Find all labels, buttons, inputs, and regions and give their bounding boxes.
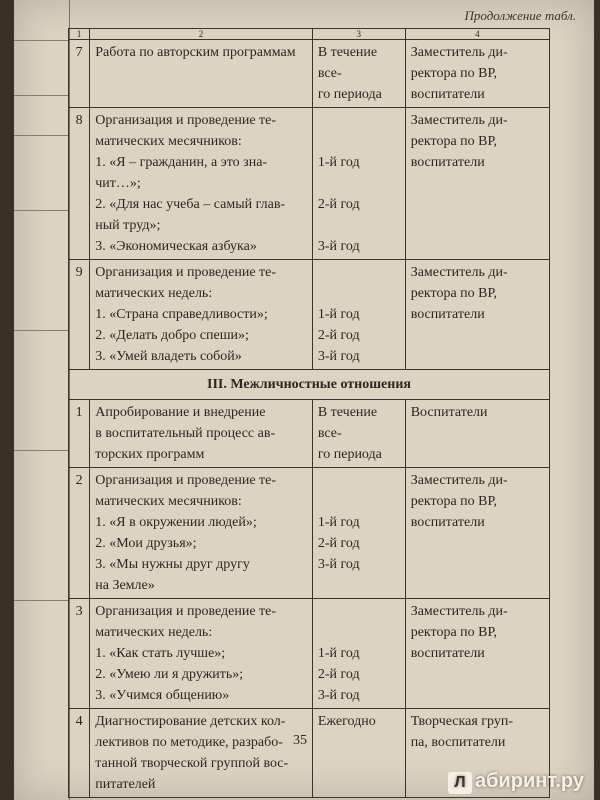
activity-cell <box>90 599 313 709</box>
period-line: го периода <box>317 447 382 462</box>
period-cell <box>312 400 405 468</box>
responsible-cell <box>405 40 549 108</box>
activity-line: на Земле» <box>95 578 155 593</box>
period-cell <box>312 108 405 260</box>
activity-line: 3. «Мы нужны друг другу <box>95 557 250 572</box>
responsible-cell <box>405 468 549 599</box>
activity-line: 2. «Делать добро спеши»; <box>95 328 249 343</box>
activity-line: 2. «Умею ли я дружить»; <box>95 667 244 682</box>
activity-line: чит…»; <box>95 176 141 191</box>
responsible-line: ректора по ВР, <box>410 625 498 640</box>
activity-cell <box>90 468 313 599</box>
period-line: Ежегодно <box>317 714 376 729</box>
table-continuation-caption: Продолжение табл. <box>464 8 576 23</box>
activity-line: матических месячников: <box>95 134 242 149</box>
activity-line: Организация и проведение те- <box>95 604 277 619</box>
activity-line: Организация и проведение те- <box>95 473 277 488</box>
activity-line: 1. «Я – гражданин, а это зна- <box>95 155 268 170</box>
period-line: В течение все- <box>317 45 378 81</box>
responsible-line: Заместитель ди- <box>410 604 508 619</box>
watermark <box>448 770 584 794</box>
activity-line: 3. «Умей владеть собой» <box>95 349 242 364</box>
period-line: 2-й год <box>317 536 360 551</box>
activity-cell <box>90 108 313 260</box>
period-line <box>318 283 400 304</box>
period-line: 2-й год <box>317 197 360 212</box>
row-number: 2 <box>69 468 90 599</box>
activity-line: 3. «Учимся общению» <box>95 688 230 703</box>
table-row <box>69 599 550 709</box>
column-number: 1 <box>69 29 90 40</box>
section-title: III. Межличностные отношения <box>69 370 550 400</box>
activity-line: 2. «Мои друзья»; <box>95 536 197 551</box>
period-line <box>318 470 400 491</box>
previous-page-edge <box>14 0 70 800</box>
activity-line: матических недель: <box>95 625 213 640</box>
table-row <box>69 40 550 108</box>
activity-line: 1. «Как стать лучше»; <box>95 646 226 661</box>
activity-line: 1. «Страна справедливости»; <box>95 307 268 322</box>
period-line <box>318 622 400 643</box>
table-row <box>69 108 550 260</box>
responsible-line: воспитатели <box>410 155 485 170</box>
row-number: 9 <box>69 260 90 370</box>
responsible-line: воспитатели <box>410 515 485 530</box>
table-row <box>69 260 550 370</box>
responsible-line: воспитатели <box>410 646 485 661</box>
period-line: 3-й год <box>317 349 360 364</box>
activity-line: 2. «Для нас учеба – самый глав- <box>95 197 286 212</box>
period-line: 1-й год <box>317 307 360 322</box>
plan-table <box>68 28 550 798</box>
row-number: 3 <box>69 599 90 709</box>
period-line: го периода <box>317 87 382 102</box>
activity-line: ный труд»; <box>95 218 161 233</box>
responsible-cell <box>405 400 549 468</box>
activity-line: Диагностирование детских кол- <box>95 714 286 729</box>
column-number: 4 <box>405 29 549 40</box>
period-line: 1-й год <box>317 515 360 530</box>
activity-cell <box>90 400 313 468</box>
activity-line: Организация и проведение те- <box>95 113 277 128</box>
period-line: 3-й год <box>317 239 360 254</box>
responsible-line: ректора по ВР, <box>410 286 498 301</box>
column-number: 2 <box>90 29 313 40</box>
responsible-line: Творческая груп- <box>410 714 513 729</box>
row-number: 1 <box>69 400 90 468</box>
period-cell <box>312 599 405 709</box>
responsible-line: воспитатели <box>410 307 485 322</box>
page-number: 35 <box>293 733 307 748</box>
responsible-line: Заместитель ди- <box>410 113 508 128</box>
period-line <box>318 262 400 283</box>
labirint-logo-icon: Л <box>448 772 472 794</box>
activity-line: матических месячников: <box>95 494 242 509</box>
period-line <box>318 173 400 194</box>
period-line <box>318 110 400 131</box>
activity-line: лективов по методике, разрабо- <box>95 735 283 750</box>
period-line <box>318 601 400 622</box>
activity-cell <box>90 709 313 798</box>
period-line: 3-й год <box>317 557 360 572</box>
row-number: 8 <box>69 108 90 260</box>
responsible-line: Заместитель ди- <box>410 473 508 488</box>
period-line: 3-й год <box>317 688 360 703</box>
period-line: 2-й год <box>317 328 360 343</box>
responsible-line: ректора по ВР, <box>410 134 498 149</box>
activity-line: Апробирование и внедрение <box>95 405 266 420</box>
responsible-line: Воспитатели <box>410 405 488 420</box>
period-line <box>318 491 400 512</box>
responsible-cell <box>405 108 549 260</box>
section-row <box>69 370 550 400</box>
activity-cell <box>90 260 313 370</box>
activity-cell <box>90 40 313 108</box>
activity-line: торских программ <box>95 447 205 462</box>
watermark-text: абиринт.ру <box>474 770 584 792</box>
period-line: 1-й год <box>317 646 360 661</box>
responsible-line: воспитатели <box>410 87 485 102</box>
responsible-line: ректора по ВР, <box>410 66 498 81</box>
period-line: 2-й год <box>317 667 360 682</box>
activity-line: 1. «Я в окружении людей»; <box>95 515 257 530</box>
row-number: 4 <box>69 709 90 798</box>
activity-line: Организация и проведение те- <box>95 265 277 280</box>
table-row <box>69 400 550 468</box>
responsible-cell <box>405 260 549 370</box>
period-cell <box>312 40 405 108</box>
period-line <box>318 131 400 152</box>
activity-line: матических недель: <box>95 286 213 301</box>
activity-line: в воспитательный процесс ав- <box>95 426 276 441</box>
responsible-line: па, воспитатели <box>410 735 506 750</box>
activity-line: Работа по авторским программам <box>95 45 296 60</box>
column-number-row <box>69 29 550 40</box>
period-cell <box>312 260 405 370</box>
period-line: 1-й год <box>317 155 360 170</box>
period-line <box>318 215 400 236</box>
responsible-line: Заместитель ди- <box>410 45 508 60</box>
period-cell <box>312 709 405 798</box>
responsible-cell <box>405 599 549 709</box>
activity-line: питателей <box>95 777 156 792</box>
period-line: В течение все- <box>317 405 378 441</box>
activity-line: танной творческой группой вос- <box>95 756 289 771</box>
table-row <box>69 468 550 599</box>
responsible-line: ректора по ВР, <box>410 494 498 509</box>
responsible-line: Заместитель ди- <box>410 265 508 280</box>
column-number: 3 <box>312 29 405 40</box>
activity-line: 3. «Экономическая азбука» <box>95 239 257 254</box>
row-number: 7 <box>69 40 90 108</box>
period-cell <box>312 468 405 599</box>
